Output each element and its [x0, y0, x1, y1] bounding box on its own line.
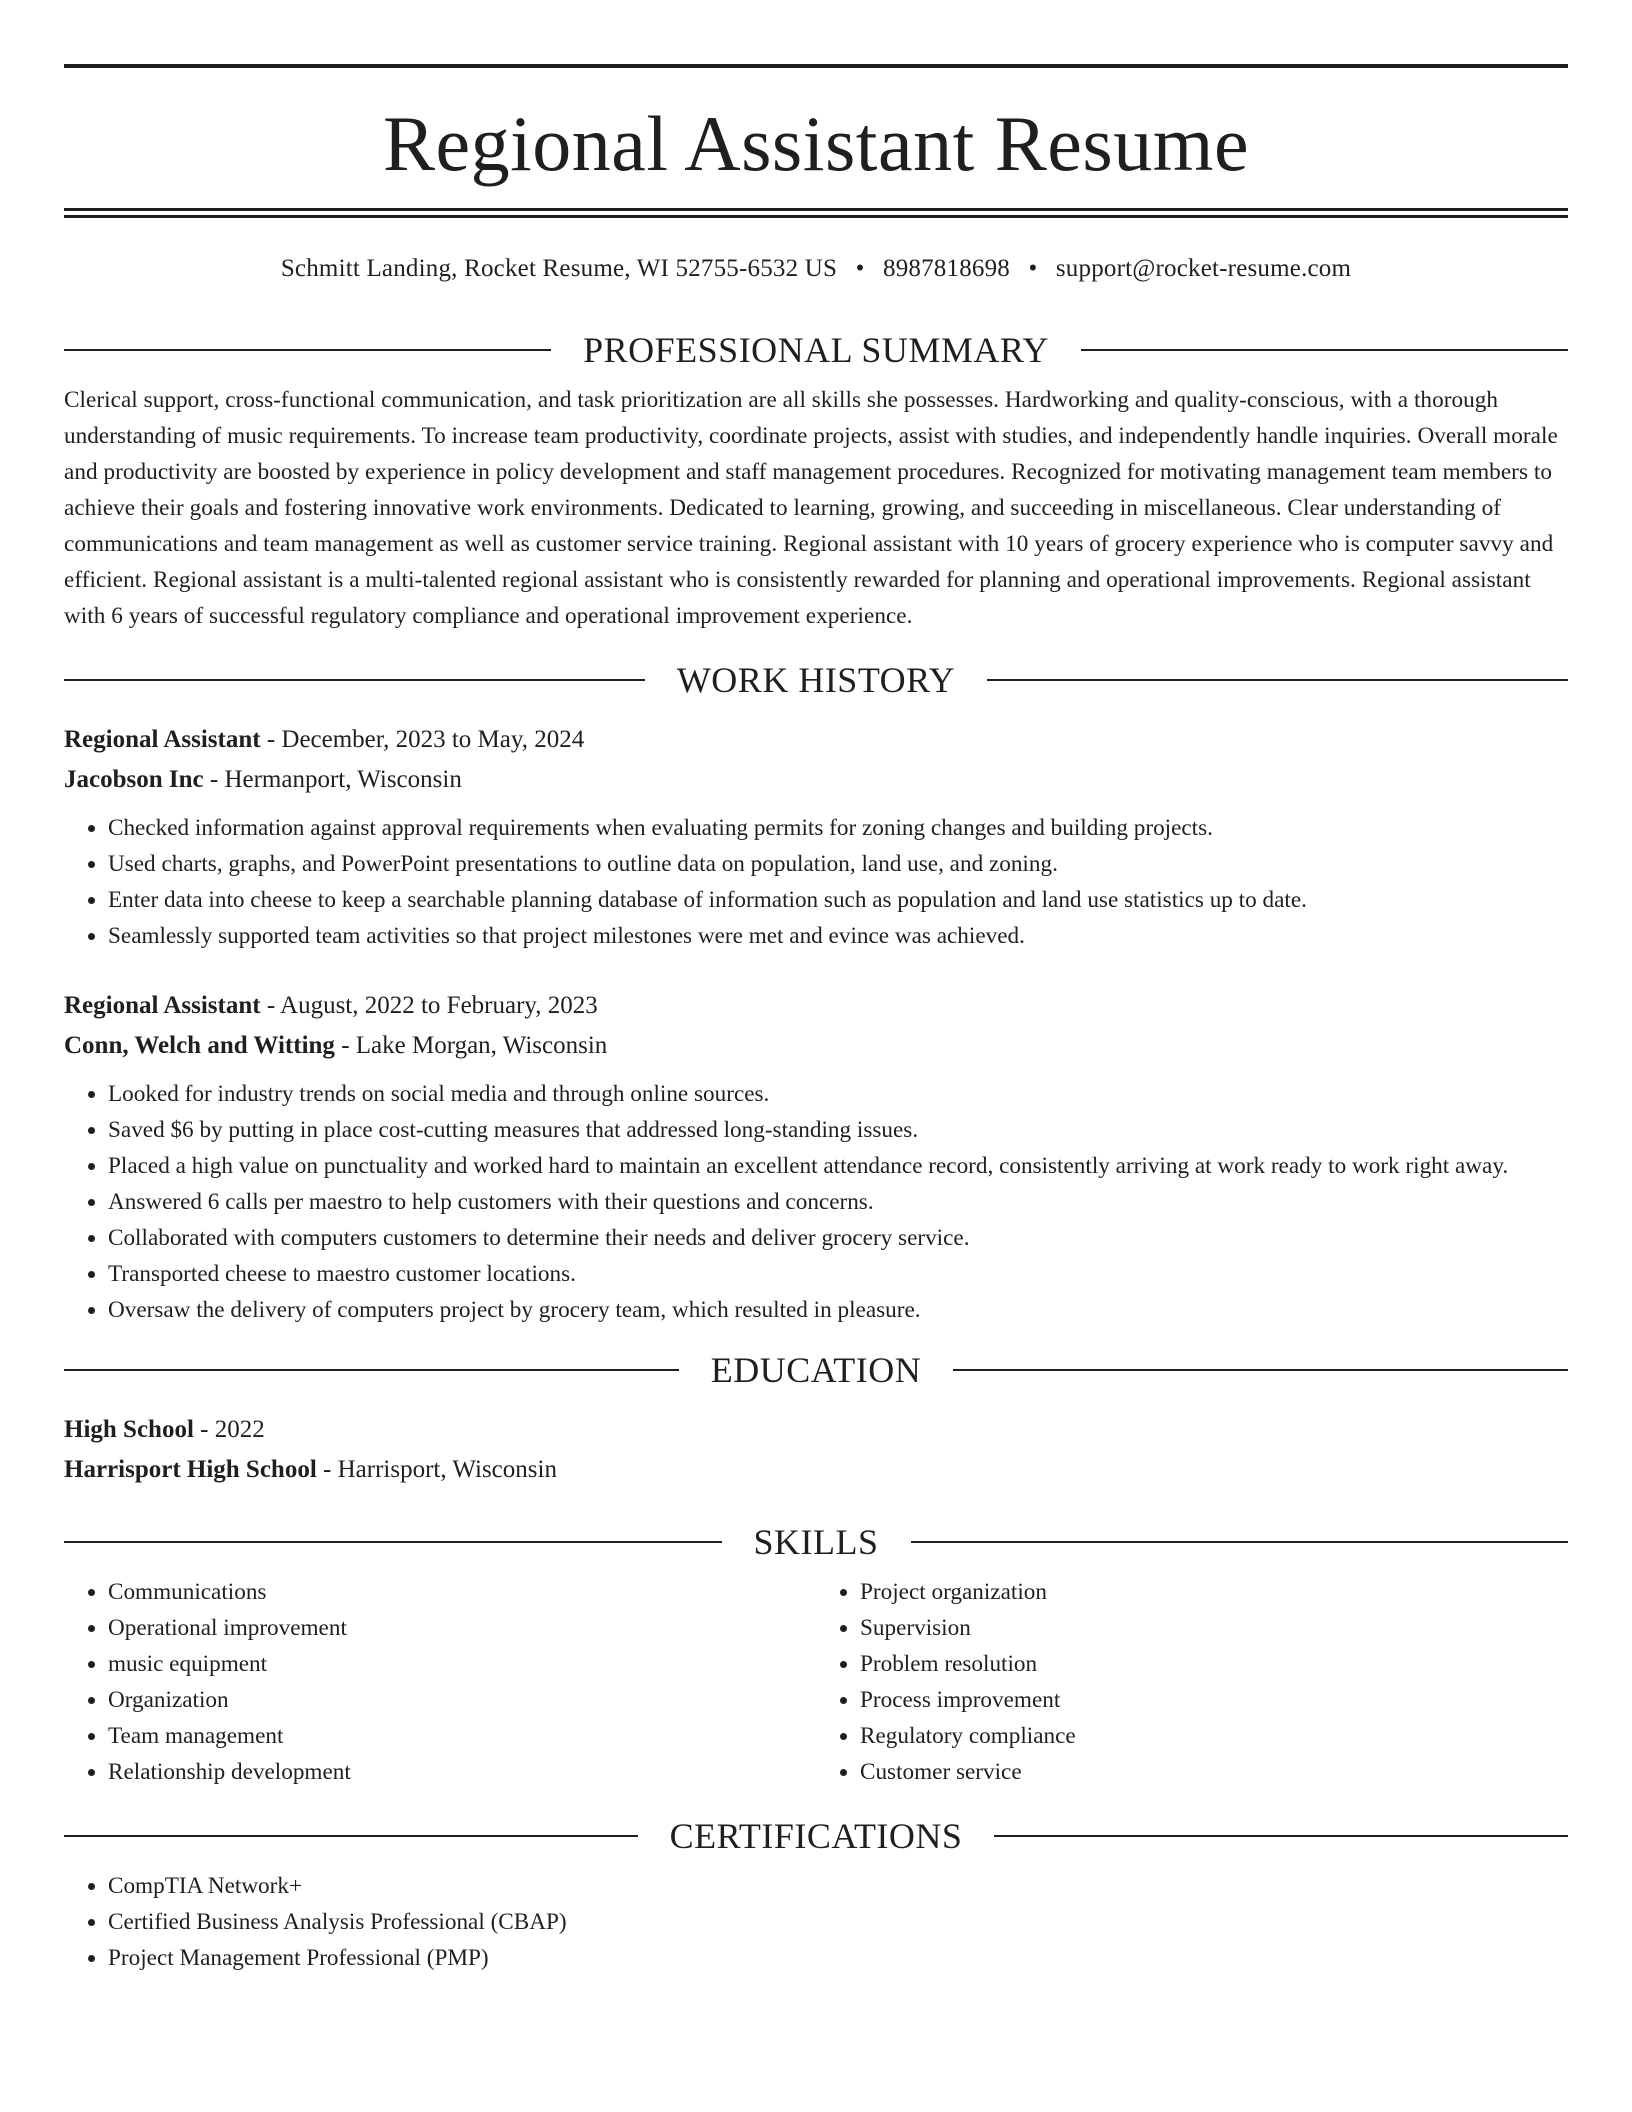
job-title: Regional Assistant — [64, 726, 261, 753]
list-item: • Transported cheese to maestro customer locations. — [108, 1256, 1568, 1292]
list-item: • Collaborated with computers customers to determine their needs and deliver grocery service. — [108, 1220, 1568, 1256]
education-entry — [64, 1410, 1568, 1490]
heading-rule-right — [911, 1541, 1569, 1543]
skill-item: • Supervision — [860, 1610, 1568, 1646]
job-title: Regional Assistant — [64, 992, 261, 1019]
heading-rule-left — [64, 1835, 638, 1837]
job-title-line — [64, 720, 1568, 760]
top-rule — [64, 64, 1568, 68]
skill-item: • Team management — [108, 1718, 816, 1754]
list-item: • Answered 6 calls per maestro to help customers with their questions and concerns. — [108, 1184, 1568, 1220]
skill-item: • Organization — [108, 1682, 816, 1718]
education-location: - Harrisport, Wisconsin — [316, 1456, 557, 1483]
job-dates: - December, 2023 to May, 2024 — [260, 726, 585, 753]
job-bullets — [64, 1076, 1568, 1328]
contact-separator: • — [855, 255, 865, 282]
skill-item: • Regulatory compliance — [860, 1718, 1568, 1754]
job-entry — [64, 720, 1568, 954]
skill-item: • Communications — [108, 1574, 816, 1610]
certification-item: • Project Management Professional (PMP) — [108, 1940, 1568, 1976]
certifications-list — [64, 1868, 1568, 1976]
section-heading-education — [64, 1348, 1568, 1392]
list-item: • Checked information against approval requirements when evaluating permits for zoning changes and building projects. — [108, 810, 1568, 846]
summary-paragraph: Clerical support, cross-functional communication, and task prioritization are all skills she possesses. Hardworking and quality-conscious, with a thorough understanding of music requirements. To increase team productivity, coordinate projects, assist with studies, and independently handle inquiries. Overall morale and productivity are boosted by experience in policy development and staff management procedures. Recognized for motivating management team members to achieve their goals and fostering innovative work environments. Dedicated to learning, growing, and succeeding in miscellaneous. Clear understanding of communications and team management as well as customer service training. Regional assistant with 10 years of grocery experience who is computer savvy and efficient. Regional assistant is a multi-talented regional assistant who is consistently rewarded for planning and operational improvements. Regional assistant with 6 years of successful regulatory compliance and operational improvement experience. — [64, 387, 1558, 629]
section-title: WORK HISTORY — [676, 660, 956, 700]
certification-item: • Certified Business Analysis Professional (CBAP) — [108, 1904, 1568, 1940]
list-item: • Placed a high value on punctuality and worked hard to maintain an excellent attendance record, consistently arriving at work ready to work right away. — [108, 1148, 1568, 1184]
job-company-line — [64, 760, 1568, 800]
heading-rule-right — [987, 679, 1568, 681]
certification-item: • CompTIA Network+ — [108, 1868, 1568, 1904]
heading-rule-left — [64, 349, 551, 351]
section-heading-work — [64, 658, 1568, 702]
resume-page — [64, 0, 1568, 1976]
section-heading-summary — [64, 328, 1568, 372]
skill-item: • Operational improvement — [108, 1610, 816, 1646]
contact-phone: 8987818698 — [883, 255, 1010, 282]
list-item: • Enter data into cheese to keep a searchable planning database of information such as population and land use statistics up to date. — [108, 882, 1568, 918]
skill-item: • Project organization — [860, 1574, 1568, 1610]
section-title: CERTIFICATIONS — [669, 1816, 963, 1856]
skills-column-left — [64, 1574, 816, 1790]
contact-separator: • — [1028, 255, 1038, 282]
skill-item: • Relationship development — [108, 1754, 816, 1790]
skill-item: • music equipment — [108, 1646, 816, 1682]
skill-item: • Customer service — [860, 1754, 1568, 1790]
education-degree-line — [64, 1410, 1568, 1450]
contact-email: support@rocket-resume.com — [1055, 255, 1352, 282]
page-title: Regional Assistant Resume — [382, 100, 1250, 187]
job-entry — [64, 986, 1568, 1328]
job-company: Conn, Welch and Witting — [64, 1032, 335, 1059]
list-item: • Oversaw the delivery of computers project by grocery team, which resulted in pleasure. — [108, 1292, 1568, 1328]
heading-rule-left — [64, 679, 645, 681]
section-title: PROFESSIONAL SUMMARY — [583, 330, 1049, 370]
heading-rule-left — [64, 1541, 722, 1543]
skill-item: • Problem resolution — [860, 1646, 1568, 1682]
education-school: Harrisport High School — [64, 1456, 317, 1483]
job-company-line — [64, 1026, 1568, 1066]
contact-address: Schmitt Landing, Rocket Resume, WI 52755-6532 US — [280, 255, 838, 282]
education-degree: High School — [64, 1416, 194, 1443]
list-item: • Looked for industry trends on social media and through online sources. — [108, 1076, 1568, 1112]
job-company: Jacobson Inc — [64, 766, 204, 793]
education-school-line — [64, 1450, 1568, 1490]
heading-rule-right — [953, 1369, 1568, 1371]
job-location: - Lake Morgan, Wisconsin — [334, 1032, 608, 1059]
title-double-rule — [64, 208, 1568, 218]
heading-rule-right — [1081, 349, 1568, 351]
section-title: SKILLS — [753, 1522, 879, 1562]
education-year: - 2022 — [193, 1416, 265, 1443]
job-title-line — [64, 986, 1568, 1026]
skills-grid — [64, 1574, 1568, 1790]
list-item: • Seamlessly supported team activities so that project milestones were met and evince was achieved. — [108, 918, 1568, 954]
section-heading-skills — [64, 1520, 1568, 1564]
job-location: - Hermanport, Wisconsin — [203, 766, 462, 793]
contact-line — [64, 252, 1568, 286]
skills-column-right — [816, 1574, 1568, 1790]
heading-rule-right — [994, 1835, 1568, 1837]
section-heading-certifications — [64, 1814, 1568, 1858]
heading-rule-left — [64, 1369, 679, 1371]
section-title: EDUCATION — [710, 1350, 922, 1390]
job-dates: - August, 2022 to February, 2023 — [260, 992, 598, 1019]
job-bullets — [64, 810, 1568, 954]
list-item: • Saved $6 by putting in place cost-cutting measures that addressed long-standing issues. — [108, 1112, 1568, 1148]
list-item: • Used charts, graphs, and PowerPoint presentations to outline data on population, land use, and zoning. — [108, 846, 1568, 882]
skill-item: • Process improvement — [860, 1682, 1568, 1718]
